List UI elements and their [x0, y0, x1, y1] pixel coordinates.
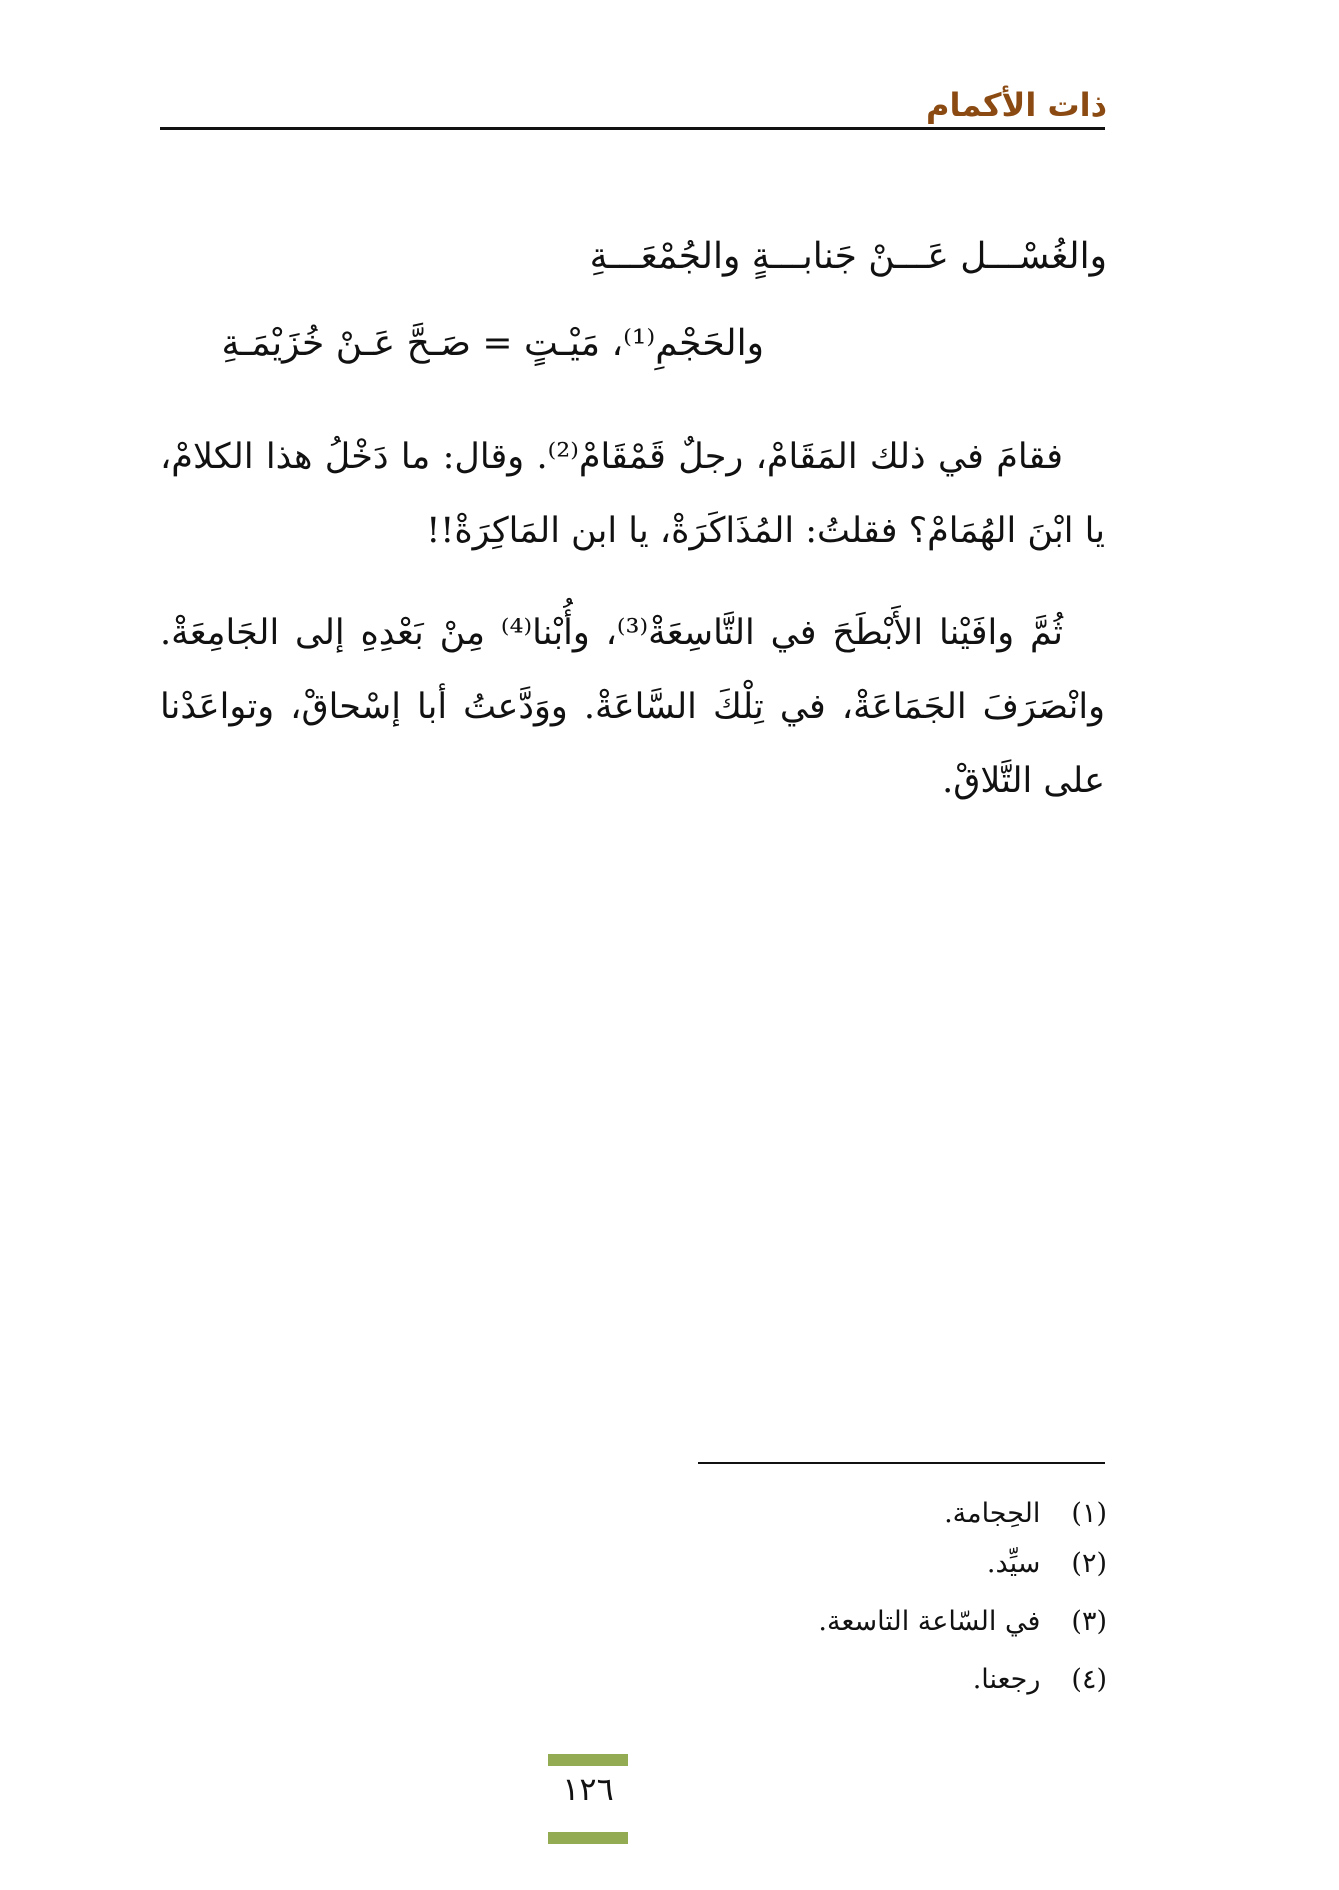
poem-line: والحَجْمِ⁽¹⁾، مَيْـتٍ = صَـحَّ عَـنْ خُزَيْمَـةِ: [221, 323, 764, 364]
footnote-text: الحِجامة.: [944, 1498, 1041, 1529]
footnote: [818, 1608, 1107, 1635]
running-head-title: ذات الأكمام: [925, 86, 1107, 124]
page-number-bar-top: [548, 1754, 628, 1766]
footnote: [973, 1666, 1107, 1693]
poem-line: والغُسْـــل عَـــنْ جَنابـــةٍ والجُمْعَـــةِ: [589, 236, 1107, 277]
footnote-number: (٢): [1071, 1548, 1107, 1579]
footnote-rule: [698, 1462, 1105, 1464]
body-paragraph: فقامَ في ذلك المَقَامْ، رجلٌ قَمْقَامْ⁽²⁾. وقال: ما دَخْلُ هذا الكلامْ، يا ابْنَ الهُمَامْ؟ فقلتُ: المُذَاكَرَةْ، يا ابن المَاكِرَةْ!!: [160, 437, 1105, 551]
footnote: [987, 1550, 1107, 1577]
footnote-number: (٤): [1071, 1664, 1107, 1695]
header-rule: [160, 127, 1105, 130]
footnote-number: (٣): [1071, 1606, 1107, 1637]
page-number: ١٢٦: [562, 1770, 614, 1808]
footnote-number: (١): [1071, 1498, 1107, 1529]
footnote: [944, 1500, 1107, 1527]
footnote-text: رجعنا.: [972, 1664, 1041, 1695]
footnote-text: سيِّد.: [986, 1548, 1041, 1579]
page-number-bar-bottom: [548, 1832, 628, 1844]
body-paragraph: ثُمَّ وافَيْنا الأَبْطَحَ في التَّاسِعَةْ⁽³⁾، وأُبْنا⁽⁴⁾ مِنْ بَعْدِهِ إلى الجَامِعَةْ. وانْصَرَفَ الجَمَاعَةْ، في تِلْكَ السَّاعَةْ. ووَدَّعتُ أبا إسْحاقْ، وتواعَدْنا على التَّلاقْ.: [160, 613, 1105, 801]
footnote-text: في السّاعة التاسعة.: [818, 1606, 1041, 1637]
